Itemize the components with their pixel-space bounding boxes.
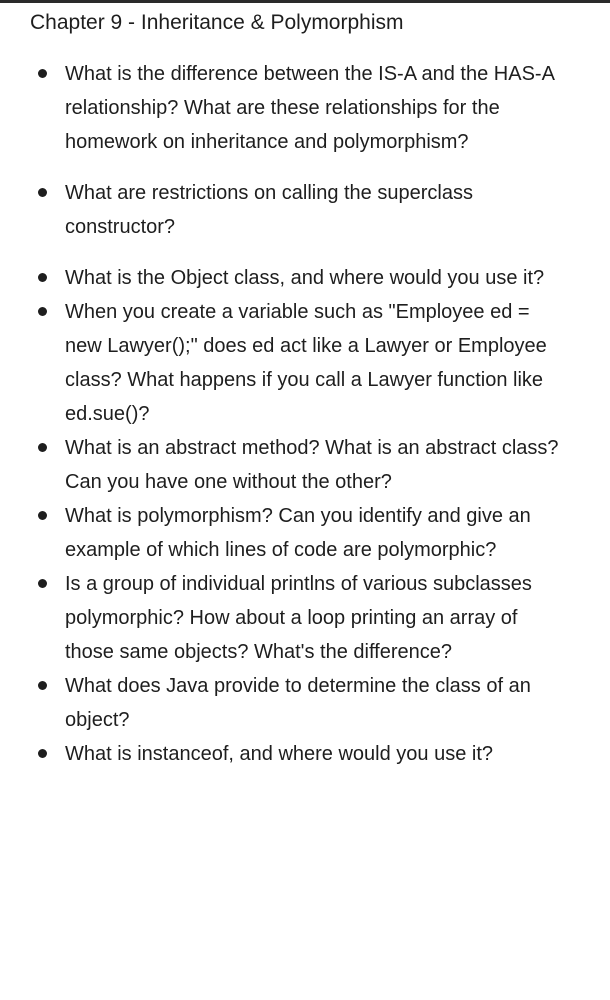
list-item [0,669,610,737]
question-text: What is the difference between the IS-A and the HAS-A relationship? What are these relationships for the homework on inheritance and polymorphism? [65,63,554,153]
bullet-icon [38,681,47,690]
bullet-icon [38,579,47,588]
list-item [0,57,610,159]
list-item [0,176,610,244]
list-item [0,499,610,567]
list-item [0,567,610,669]
question-text: What is polymorphism? Can you identify and give an example of which lines of code are polymorphic? [65,505,531,561]
list-item [0,295,610,431]
bullet-icon [38,443,47,452]
list-item [0,431,610,499]
top-border [0,0,610,3]
question-text: What does Java provide to determine the class of an object? [65,675,531,731]
list-item [0,737,610,771]
question-text: What is an abstract method? What is an abstract class? Can you have one without the other? [65,437,559,493]
bullet-icon [38,188,47,197]
question-text: What is the Object class, and where would you use it? [65,267,545,289]
bullet-icon [38,273,47,282]
question-text: Is a group of individual printlns of various subclasses polymorphic? How about a loop printing an array of those same objects? What's the difference? [65,573,532,663]
question-text: What are restrictions on calling the superclass constructor? [65,182,473,238]
question-text: When you create a variable such as "Employee ed = new Lawyer();" does ed act like a Lawyer or Employee class? What happens if you call a Lawyer function like ed.sue()? [65,301,547,425]
page-title: Chapter 9 - Inheritance & Polymorphism [30,11,404,34]
question-text: What is instanceof, and where would you use it? [65,743,494,765]
bullet-icon [38,511,47,520]
question-list [0,57,610,771]
list-item [0,261,610,295]
bullet-icon [38,307,47,316]
bullet-icon [38,749,47,758]
bullet-icon [38,69,47,78]
